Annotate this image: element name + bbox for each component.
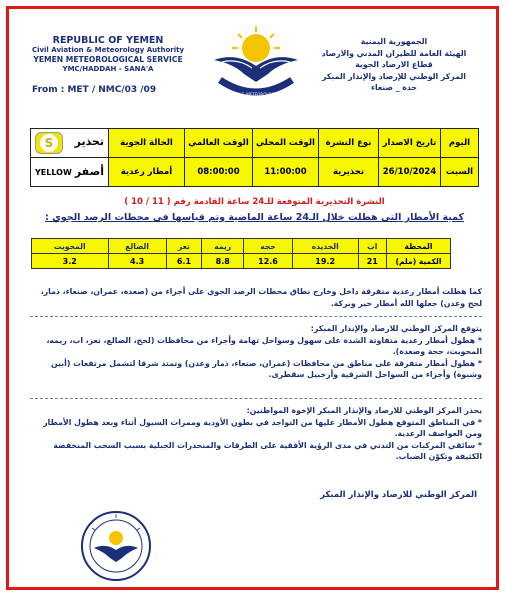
rainfall-station-row	[32, 239, 451, 254]
amount-cell: 3.2	[32, 254, 109, 269]
rainfall-amount-row	[32, 254, 451, 269]
amount-cell: 6.1	[166, 254, 202, 269]
header-issue-date: تاريخ الاصدار	[379, 129, 441, 158]
country-name: REPUBLIC OF YEMEN	[52, 35, 164, 46]
amount-cell: 21	[358, 254, 386, 269]
civil-aviation-meteorology-logo	[208, 22, 304, 102]
sector-name-ar: قطاع الارصاد الجوية	[355, 60, 433, 69]
warning-color-ar: أصفر	[74, 165, 104, 178]
authority-name-ar: الهيئة العامة للطيران المدني والارصاد	[321, 48, 467, 58]
value-issue-date: 26/10/2024	[379, 158, 441, 187]
station-cell: الضالع	[108, 239, 166, 254]
warning-color-cell	[31, 158, 109, 187]
service-name: YEMEN METEOROLOGICAL SERVICE	[33, 55, 183, 64]
warning-table-value-row	[31, 158, 479, 187]
amount-cell: 12.6	[244, 254, 293, 269]
warning-word: تحذير	[74, 135, 104, 148]
header-day: اليوم	[441, 129, 479, 158]
section-divider	[30, 316, 482, 317]
header-arabic	[309, 36, 479, 94]
header-english	[28, 36, 188, 74]
signature-line: المركز الوطني للارصاد والإنذار المبكر	[320, 490, 477, 500]
header-local-time: الوقت المحلي	[253, 129, 319, 158]
location-name-ar: حدة _ صنعاء	[370, 83, 418, 92]
station-cell: اب	[358, 239, 386, 254]
value-weather-state: أمطار رعدية	[109, 158, 185, 187]
warning-color-en: YELLOW	[35, 168, 72, 177]
from-reference: From : MET / NMC/03 /09	[32, 85, 157, 95]
logo-caption: CIVIL AVIATION & METEOROLOGY AUTHORITY	[210, 92, 302, 97]
bulletin-number: النشرة التحذيرية المتوقعة للـ24 ساعة القادمة رقم ( 11 / 10 )	[124, 197, 385, 207]
header-weather-state: الحالة الجوية	[109, 129, 185, 158]
warning-level-cell	[31, 129, 109, 158]
forecast-item: * هطول أمطار متفرقة على مناطق من محافظات (عمران، صنعاء، ذمار وعدن) وتمتد شرقا لتشمل مرتفعات (أبين وشبوة) وأجزاء من السواحل الشرقية وأرخبيل سقطرى.	[51, 358, 482, 379]
advice-section	[30, 405, 482, 463]
forecast-section	[30, 323, 482, 381]
rainfall-title: كمية الأمطار التي هطلت خلال الـ24 ساعة الماضية وتم قياسها في محطات الرصد الجوي :	[44, 212, 464, 223]
warning-table	[30, 128, 479, 187]
country-name-ar: الجمهورية اليمنية	[360, 37, 428, 46]
amount-cell: 19.2	[292, 254, 358, 269]
header-bulletin-type: نوع النشرة	[319, 129, 379, 158]
section-divider	[30, 398, 482, 399]
rainfall-table	[31, 238, 451, 269]
authority-name: Civil Aviation & Meteorology Authority	[31, 45, 185, 54]
station-cell: الحديده	[292, 239, 358, 254]
value-local-time: 11:00:00	[253, 158, 319, 187]
center-name-ar: المركز الوطني للإرصاد والإنذار المبكر	[322, 71, 466, 81]
location-name: YMC/HADDAH - SANA'A	[62, 64, 154, 73]
warning-level-badge: S	[35, 132, 63, 154]
observed-rain-paragraph: كما هطلت أمطار رعدية متفرقة داخل وخارج نطاق محطات الرصد الجوي على أجزاء من (صعدة، عمران، صنعاء، ذمار، لحج وعدن) جعلها الله أمطار خير وبركة.	[40, 287, 482, 308]
station-cell: تعز	[166, 239, 202, 254]
amount-cell: 8.8	[202, 254, 244, 269]
station-cell: حجه	[244, 239, 293, 254]
national-center-seal	[80, 510, 152, 582]
value-utc-time: 08:00:00	[185, 158, 253, 187]
advice-item: * في المناطق المتوقع هطول الأمطار عليها من التواجد في بطون الأودية وممرات السيول أثناء وبعد هطول الأمطار ومن العواصف الرعدية.	[43, 417, 482, 438]
station-header-label: المحطة	[387, 239, 451, 254]
amount-cell: 4.3	[108, 254, 166, 269]
amount-header-label: الكمية (ملم)	[387, 254, 451, 269]
warning-table-header-row	[31, 129, 479, 158]
advice-intro: يحذر المركز الوطني للارصاد والإنذار المبكر الإخوة المواطنين:	[246, 406, 482, 415]
advice-item: * سائقي المركبات من التدني في مدى الرؤية الأفقية على الطرقات والمنحدرات الجبلية بسبب السحب المنخفضة الكثيفة وتكوّن الضباب.	[53, 440, 482, 461]
value-day: السبت	[441, 158, 479, 187]
forecast-intro: يتوقع المركز الوطني للارصاد والإنذار المبكر:	[310, 324, 482, 333]
forecast-item: * هطول أمطار رعدية متفاوتة الشدة على سهول وسواحل تهامة وأجزاء من محافظات (لحج، الضالع، تعز، اب، ريمه، المحويت، حجة وصعدة).	[46, 335, 482, 356]
value-bulletin-type: تحذيرية	[319, 158, 379, 187]
header-utc-time: الوقت العالمي	[185, 129, 253, 158]
station-cell: المحويت	[32, 239, 109, 254]
station-cell: ريمه	[202, 239, 244, 254]
